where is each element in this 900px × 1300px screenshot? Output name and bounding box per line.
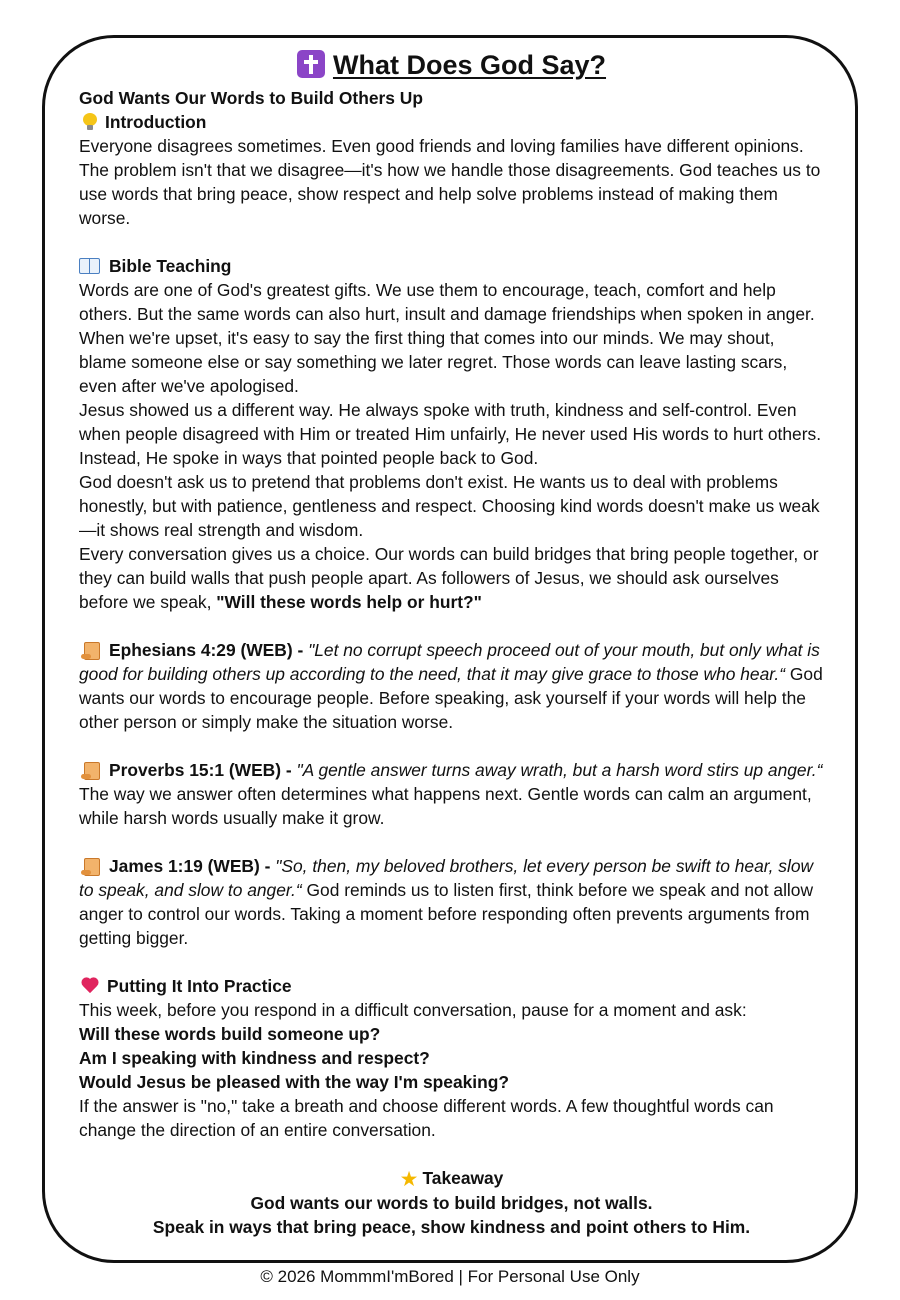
verse-quote: "A gentle answer turns away wrath, but a harsh word stirs up anger.“ xyxy=(296,760,823,780)
bible-teaching-heading: Bible Teaching xyxy=(79,254,824,278)
copyright-footer: © 2026 MommmI'mBored | For Personal Use Only xyxy=(260,1267,640,1286)
scroll-icon xyxy=(81,640,101,660)
verse-comment: God wants our words to encourage people. Before speaking, ask yourself if your words will help the other person or simply make the situation worse. xyxy=(79,664,823,732)
open-book-icon xyxy=(79,258,101,274)
introduction-heading: Introduction xyxy=(79,110,824,134)
bible-teaching-paragraph: Every conversation gives us a choice. Our words can build bridges that bring people together, or they can build walls that push people apart. As followers of Jesus, we should ask ourselves before we speak, "Will these words help or hurt?" xyxy=(79,544,819,612)
practice-heading: Putting It Into Practice xyxy=(79,974,824,998)
scroll-icon xyxy=(81,856,101,876)
verse-quote: "So, then, my beloved brothers, let every person be swift to hear, slow to speak, and slow to anger.“ xyxy=(79,856,814,900)
bible-teaching-paragraph: Words are one of God's greatest gifts. We use them to encourage, teach, comfort and help others. But the same words can also hurt, insult and damage friendships when spoken in anger. xyxy=(79,280,815,324)
verse-comment: God reminds us to listen first, think before we speak and not allow anger to control our words. Taking a moment before responding often prevents arguments from getting bigger. xyxy=(79,880,814,948)
verse-proverbs xyxy=(79,758,824,830)
takeaway-line: God wants our words to build bridges, not walls. xyxy=(250,1193,653,1213)
bible-teaching-paragraph: When we're upset, it's easy to say the first thing that comes into our minds. We may shout, blame someone else or say something we later regret. Those words can leave lasting scars, even after we've apologised. xyxy=(79,328,788,396)
verse-reference: Ephesians 4:29 (WEB) - xyxy=(109,640,309,660)
light-bulb-icon xyxy=(83,113,97,131)
practice-outro: If the answer is "no," take a breath and choose different words. A few thoughtful words can change the direction of an entire conversation. xyxy=(79,1096,774,1140)
takeaway-heading: ★ Takeaway xyxy=(399,1167,504,1191)
page-subtitle: God Wants Our Words to Build Others Up xyxy=(79,88,423,108)
verse-quote: "Let no corrupt speech proceed out of your mouth, but only what is good for building others up according to the need, that it may give grace to those who hear.“ xyxy=(79,640,820,684)
page-title: What Does God Say? xyxy=(79,44,824,86)
key-question: "Will these words help or hurt?" xyxy=(216,592,482,612)
practice-intro: This week, before you respond in a difficult conversation, pause for a moment and ask: xyxy=(79,1000,747,1020)
practice-question: Am I speaking with kindness and respect? xyxy=(79,1048,430,1068)
heart-icon xyxy=(81,978,99,994)
bible-teaching-paragraph: Jesus showed us a different way. He always spoke with truth, kindness and self-control. Even when people disagreed with Him or treated Him unfairly, He never used His words to hurt others. Instead, He spoke in ways that pointed people back to God. xyxy=(79,400,822,468)
scroll-icon xyxy=(81,760,101,780)
verse-reference: James 1:19 (WEB) - xyxy=(109,856,276,876)
verse-ephesians xyxy=(79,638,824,734)
verse-comment: The way we answer often determines what happens next. Gentle words can calm an argument, while harsh words usually make it grow. xyxy=(79,784,812,828)
takeaway-line: Speak in ways that bring peace, show kindness and point others to Him. xyxy=(152,1217,751,1237)
practice-question: Would Jesus be pleased with the way I'm speaking? xyxy=(79,1072,509,1092)
verse-james xyxy=(79,854,824,950)
practice-question: Will these words build someone up? xyxy=(79,1024,381,1044)
bible-teaching-paragraph: God doesn't ask us to pretend that problems don't exist. He wants us to deal with problems honestly, but with patience, gentleness and respect. Choosing kind words doesn't make us weak—it shows real strength and wisdom. xyxy=(79,472,820,540)
document-body xyxy=(79,44,824,1239)
latin-cross-icon xyxy=(297,50,325,78)
star-icon: ★ xyxy=(399,1167,419,1191)
verse-reference: Proverbs 15:1 (WEB) - xyxy=(109,760,297,780)
introduction-text: Everyone disagrees sometimes. Even good friends and loving families have different opinions. The problem isn't that we disagree—it's how we handle those disagreements. God teaches us to use words that bring peace, show respect and help solve problems instead of making them worse. xyxy=(79,136,821,228)
